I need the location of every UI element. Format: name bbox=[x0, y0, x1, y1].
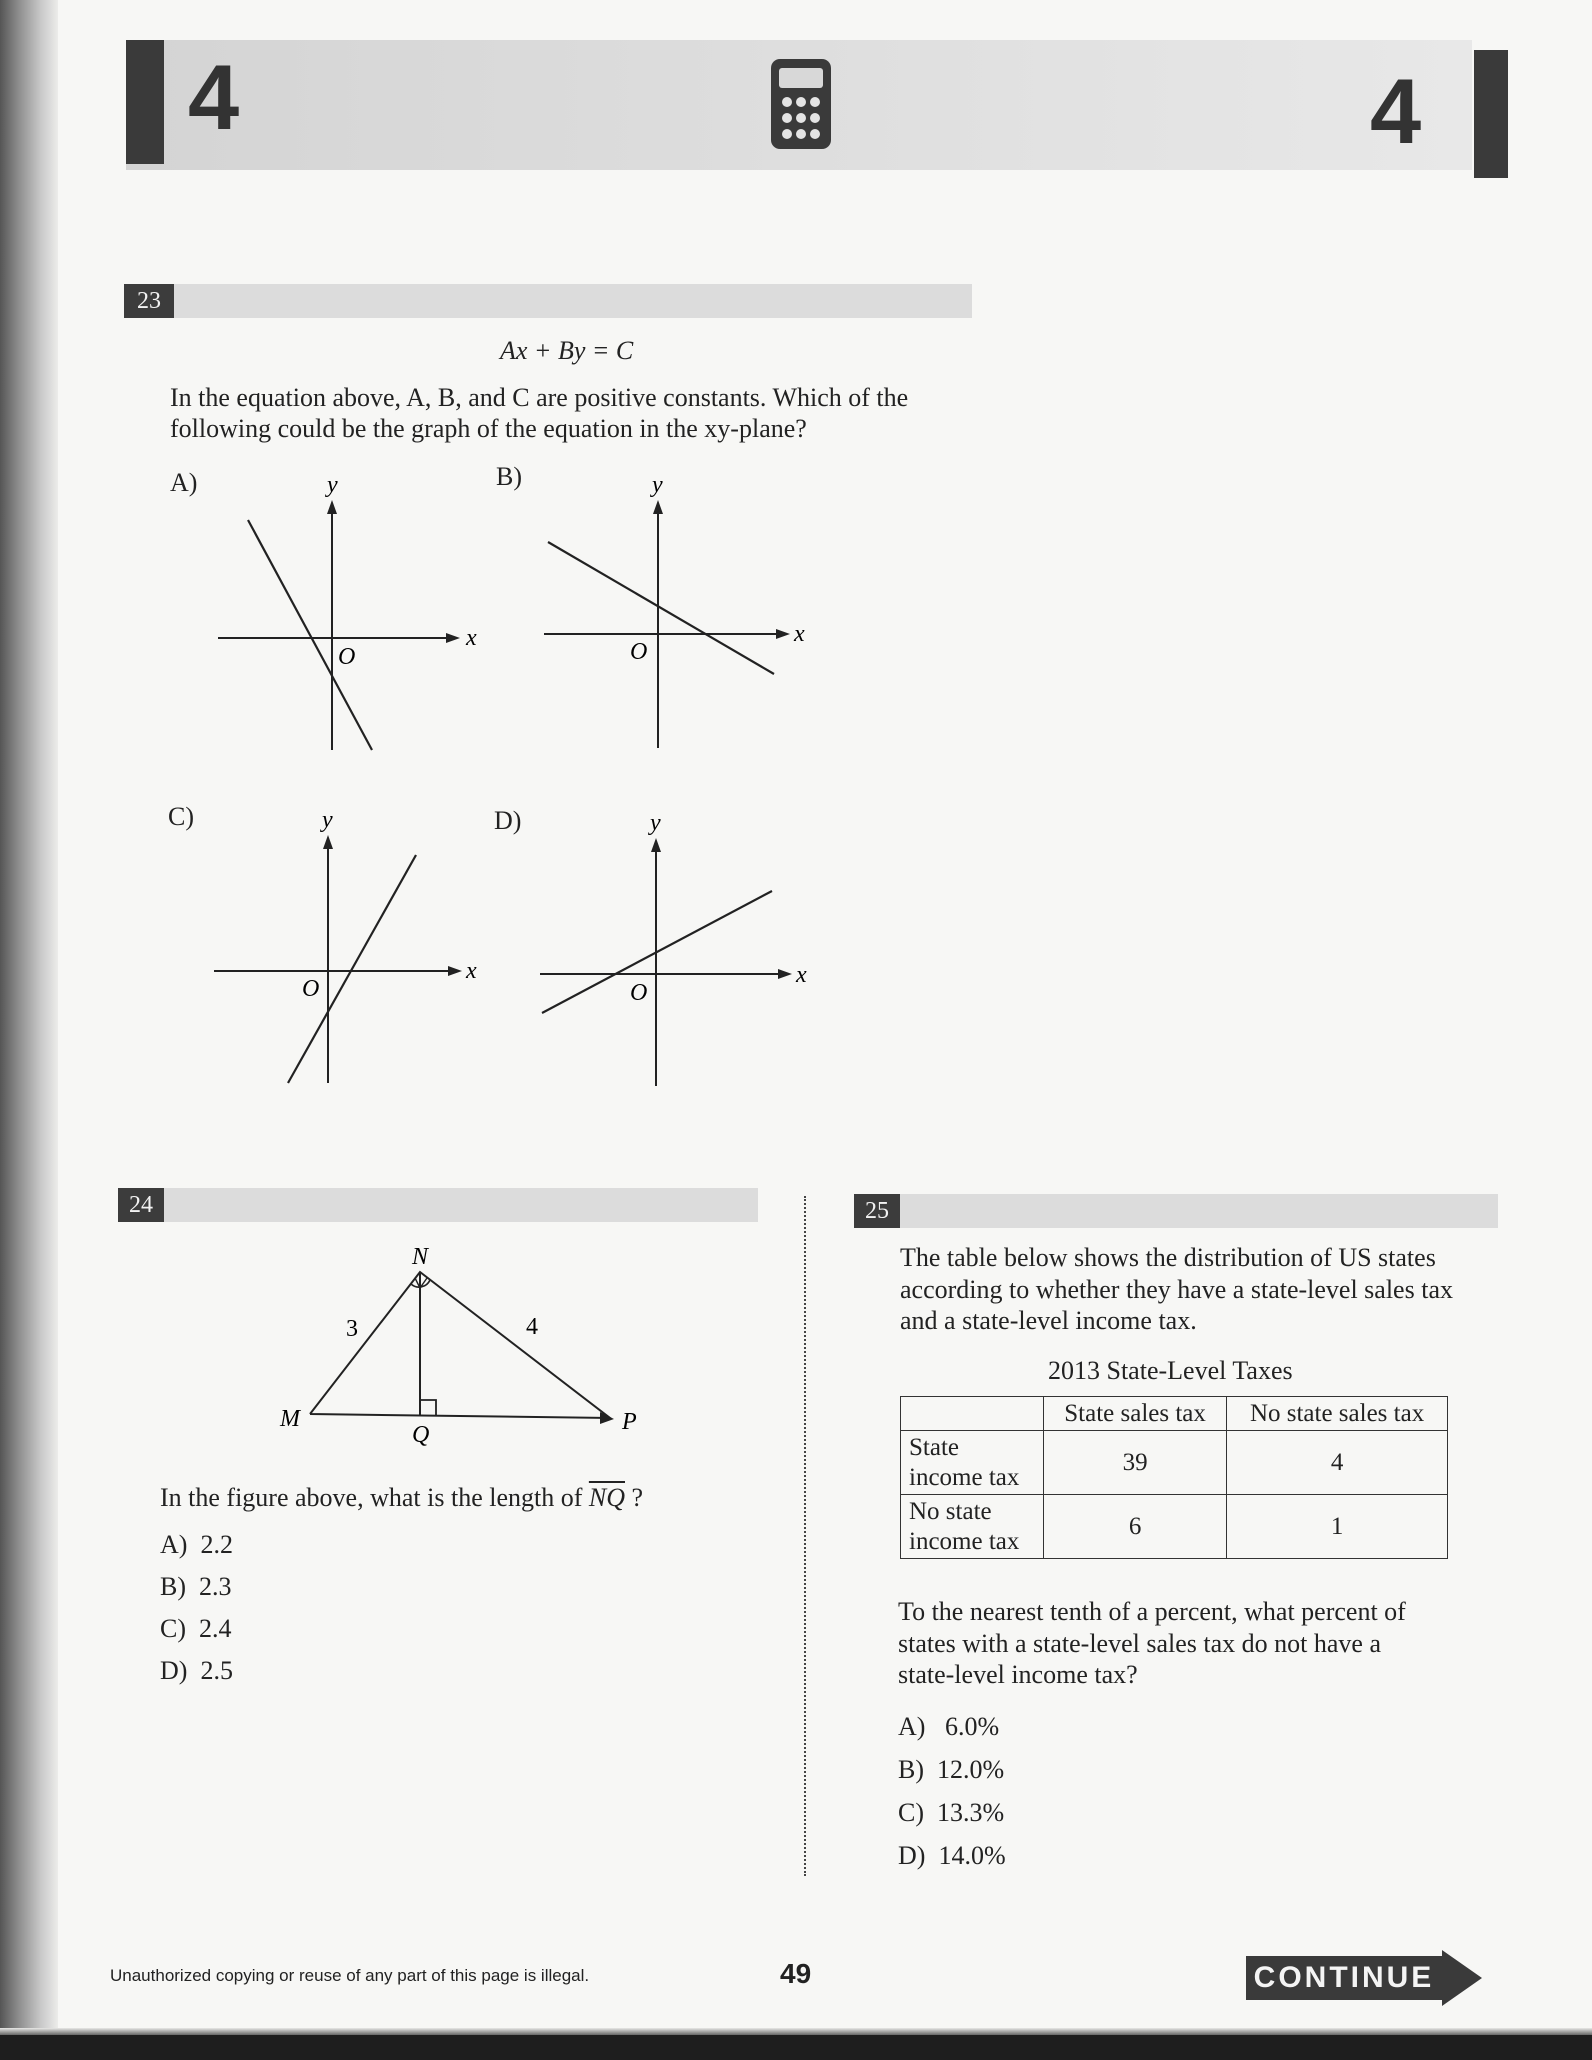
q24-prompt-end: ? bbox=[625, 1483, 644, 1512]
q25-number: 25 bbox=[854, 1194, 900, 1228]
q24-label-n: N bbox=[412, 1244, 429, 1270]
q25-answer-d-value: 14.0% bbox=[938, 1841, 1006, 1870]
q23-b-y-label: y bbox=[652, 472, 663, 498]
q25-answer-b[interactable] bbox=[898, 1755, 1004, 1785]
q25-answer-c[interactable] bbox=[898, 1798, 1004, 1828]
table-col-header-sales-tax: State sales tax bbox=[1044, 1397, 1227, 1431]
q25-intro-line2: according to whether they have a state-level sales tax bbox=[900, 1275, 1453, 1304]
q24-answer-a-value: 2.2 bbox=[200, 1530, 233, 1559]
section-marker-left bbox=[126, 40, 164, 164]
q24-prompt bbox=[160, 1482, 643, 1514]
row2-label-line1: No state bbox=[909, 1497, 992, 1525]
q23-d-origin-label: O bbox=[630, 980, 648, 1006]
q25-intro-line1: The table below shows the distribution of US states bbox=[900, 1243, 1436, 1272]
q23-graph-b[interactable] bbox=[536, 470, 826, 760]
q24-triangle-figure bbox=[270, 1236, 650, 1446]
q23-d-x-label: x bbox=[796, 962, 807, 988]
q25-answer-d[interactable] bbox=[898, 1841, 1006, 1871]
book-spine-shadow bbox=[0, 0, 58, 2060]
q24-answer-c[interactable] bbox=[160, 1614, 232, 1644]
q24-header-bar bbox=[118, 1188, 758, 1222]
q23-c-y-label: y bbox=[322, 807, 333, 833]
q24-answer-b-value: 2.3 bbox=[199, 1572, 232, 1601]
row1-label-line2: income tax bbox=[909, 1463, 1020, 1491]
q23-number: 23 bbox=[124, 284, 174, 318]
table-row-label-income-tax bbox=[901, 1431, 1044, 1495]
q24-number: 24 bbox=[118, 1188, 164, 1222]
q25-answer-c-letter: C) bbox=[898, 1798, 924, 1827]
table-cell-income-nosales: 4 bbox=[1227, 1431, 1448, 1495]
table-row-label-no-income-tax bbox=[901, 1495, 1044, 1559]
q25-answer-a-letter: A) bbox=[898, 1712, 926, 1741]
q23-a-origin-label: O bbox=[338, 644, 356, 670]
table-col-header-no-sales-tax: No state sales tax bbox=[1227, 1397, 1448, 1431]
q25-question-line1: To the nearest tenth of a percent, what percent of bbox=[898, 1597, 1406, 1626]
q23-b-origin-label: O bbox=[630, 639, 648, 665]
q25-answer-a-value: 6.0% bbox=[944, 1712, 1000, 1741]
q24-prompt-text: In the figure above, what is the length of bbox=[160, 1483, 589, 1512]
q24-side-np: 4 bbox=[526, 1314, 538, 1340]
q25-question-line2: states with a state-level sales tax do not have a bbox=[898, 1629, 1382, 1658]
q25-answer-c-value: 13.3% bbox=[937, 1798, 1005, 1827]
q24-answer-b-letter: B) bbox=[160, 1572, 186, 1601]
q24-label-q: Q bbox=[412, 1422, 430, 1448]
q24-side-mn: 3 bbox=[346, 1316, 358, 1342]
q23-equation: Ax + By = C bbox=[500, 336, 634, 365]
section-marker-right bbox=[1474, 50, 1508, 178]
page-bottom-shadow bbox=[0, 2035, 1592, 2060]
q23-graph-c[interactable] bbox=[208, 805, 478, 1095]
q24-answer-d-letter: D) bbox=[160, 1656, 188, 1685]
page-number: 49 bbox=[780, 1958, 812, 1989]
q24-answer-d-value: 2.5 bbox=[200, 1656, 233, 1685]
q24-segment-nq: $\overline{NQ}$ bbox=[588, 1483, 625, 1512]
copyright-notice: Unauthorized copying or reuse of any part of this page is illegal. bbox=[110, 1966, 590, 1985]
q23-b-x-label: x bbox=[794, 621, 805, 647]
table-cell-noincome-sales: 6 bbox=[1044, 1495, 1227, 1559]
row2-label-line2: income tax bbox=[909, 1527, 1020, 1555]
calculator-icon bbox=[770, 58, 832, 150]
section-number-left: 4 bbox=[188, 47, 240, 149]
q23-choice-b-label[interactable]: B) bbox=[496, 462, 522, 491]
q25-intro-line3: and a state-level income tax. bbox=[900, 1306, 1197, 1335]
q23-prompt-line1: In the equation above, A, B, and C are positive constants. Which of the bbox=[170, 383, 909, 412]
q24-answer-d[interactable] bbox=[160, 1656, 233, 1686]
q25-answer-b-value: 12.0% bbox=[937, 1755, 1005, 1784]
q23-choice-c-label[interactable]: C) bbox=[168, 802, 194, 831]
column-divider bbox=[804, 1196, 806, 1876]
q25-answer-a[interactable] bbox=[898, 1712, 999, 1742]
q23-a-y-label: y bbox=[327, 472, 338, 498]
q23-c-x-label: x bbox=[466, 958, 477, 984]
q23-d-y-label: y bbox=[650, 810, 661, 836]
q23-prompt-line2: following could be the graph of the equation in the xy-plane? bbox=[170, 414, 807, 443]
q23-choice-a-label[interactable]: A) bbox=[170, 468, 198, 497]
q24-label-m: M bbox=[280, 1406, 300, 1432]
q24-answer-c-value: 2.4 bbox=[199, 1614, 232, 1643]
table-cell-income-sales: 39 bbox=[1044, 1431, 1227, 1495]
q24-answer-a-letter: A) bbox=[160, 1530, 188, 1559]
q25-question-line3: state-level income tax? bbox=[898, 1660, 1138, 1689]
q25-tax-table bbox=[900, 1396, 1448, 1559]
q23-c-origin-label: O bbox=[302, 976, 320, 1002]
q25-answer-d-letter: D) bbox=[898, 1841, 926, 1870]
q23-choice-d-label[interactable]: D) bbox=[494, 806, 522, 835]
q23-graph-a[interactable] bbox=[210, 470, 477, 760]
row1-label-line1: State bbox=[909, 1433, 959, 1461]
q24-answer-a[interactable] bbox=[160, 1530, 233, 1560]
q24-label-p: P bbox=[622, 1409, 637, 1435]
table-corner-cell bbox=[901, 1397, 1044, 1431]
q23-a-x-label: x bbox=[466, 625, 477, 651]
q24-answer-b[interactable] bbox=[160, 1572, 232, 1602]
q25-table-title: 2013 State-Level Taxes bbox=[1048, 1356, 1293, 1385]
continue-button[interactable] bbox=[1246, 1950, 1446, 2006]
q24-answer-c-letter: C) bbox=[160, 1614, 186, 1643]
q23-header-bar bbox=[124, 284, 972, 318]
q25-header-bar bbox=[854, 1194, 1498, 1228]
table-cell-noincome-nosales: 1 bbox=[1227, 1495, 1448, 1559]
q25-answer-b-letter: B) bbox=[898, 1755, 924, 1784]
q23-graph-d[interactable] bbox=[534, 808, 824, 1098]
continue-label: CONTINUE bbox=[1253, 1961, 1435, 1994]
section-number-right: 4 bbox=[1370, 61, 1422, 163]
